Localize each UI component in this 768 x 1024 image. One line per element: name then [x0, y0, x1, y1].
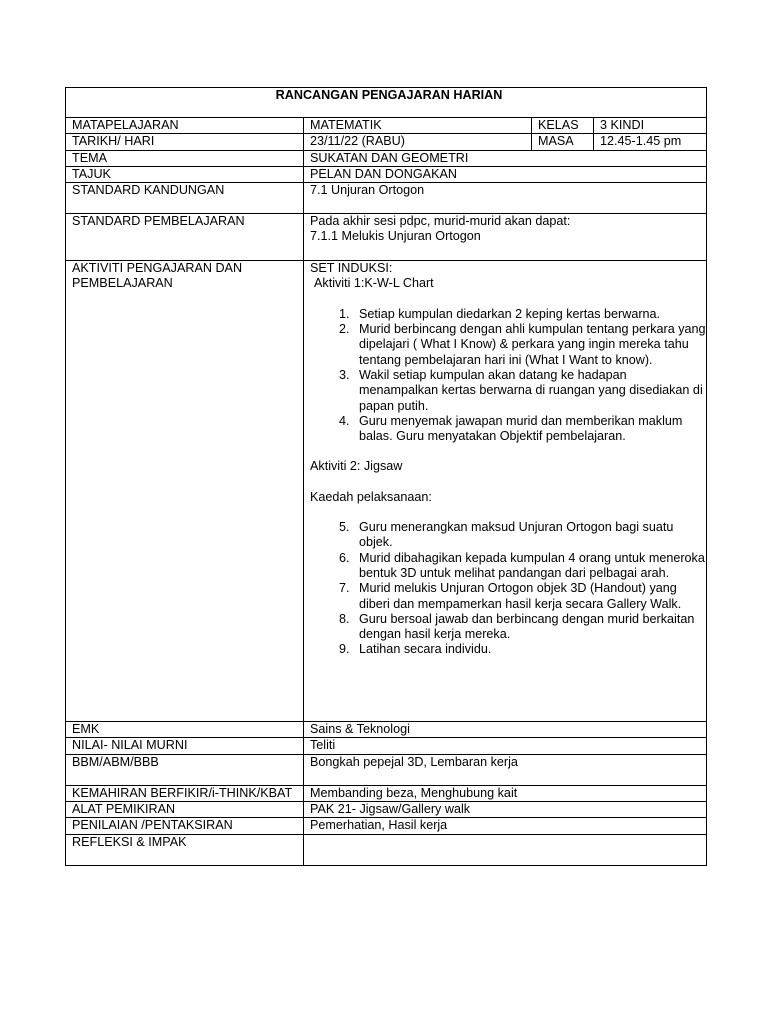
refleksi-label: REFLEKSI & IMPAK	[66, 834, 304, 865]
aktiviti1-heading: Aktiviti 1:K-W-L Chart	[314, 276, 434, 291]
set-induksi-heading: SET INDUKSI:	[310, 261, 393, 276]
emk-label: EMK	[66, 722, 304, 738]
date-value: 23/11/22 (RABU)	[304, 134, 532, 150]
title-row	[66, 88, 707, 118]
tajuk-label: TAJUK	[66, 166, 304, 182]
nilai-value: Teliti	[304, 738, 707, 754]
alat-label: ALAT PEMIKIRAN	[66, 802, 304, 818]
aktiviti2-step: 8. Guru bersoal jawab dan berbincang dengan murid berkaitan dengan hasil kerja mereka.	[353, 612, 706, 643]
tema-row	[66, 150, 707, 166]
bbm-value: Bongkah pepejal 3D, Lembaran kerja	[304, 754, 707, 785]
subject-row	[66, 118, 707, 134]
aktiviti-label: AKTIVITI PENGAJARAN DAN PEMBELAJARAN	[66, 261, 304, 722]
refleksi-value	[304, 834, 707, 865]
date-row	[66, 134, 707, 150]
class-value: 3 KINDI	[594, 118, 707, 134]
subject-label: MATAPELAJARAN	[66, 118, 304, 134]
alat-value: PAK 21- Jigsaw/Gallery walk	[304, 802, 707, 818]
aktiviti1-step: 1. Setiap kumpulan diedarkan 2 keping kertas berwarna.	[353, 307, 706, 322]
aktiviti1-step: 3. Wakil setiap kumpulan akan datang ke hadapan menampalkan kertas berwarna di ruangan yang disediakan di papan putih.	[353, 368, 706, 414]
kemahiran-value: Membanding beza, Menghubung kait	[304, 785, 707, 801]
lesson-plan-document	[65, 87, 706, 866]
standard-pembelajaran-label: STANDARD PEMBELAJARAN	[66, 214, 304, 261]
penilaian-value: Pemerhatian, Hasil kerja	[304, 818, 707, 834]
time-label: MASA	[532, 134, 594, 150]
aktiviti2-step: 5. Guru menerangkan maksud Unjuran Ortogon bagi suatu objek.	[353, 520, 706, 551]
refleksi-row	[66, 834, 707, 865]
tema-value: SUKATAN DAN GEOMETRI	[304, 150, 707, 166]
standard-pembelajaran-line2: 7.1.1 Melukis Unjuran Ortogon	[310, 229, 481, 244]
tajuk-value: PELAN DAN DONGAKAN	[304, 166, 707, 182]
penilaian-label: PENILAIAN /PENTAKSIRAN	[66, 818, 304, 834]
nilai-row	[66, 738, 707, 754]
lesson-plan-table	[65, 87, 707, 866]
aktiviti2-heading: Aktiviti 2: Jigsaw	[310, 459, 403, 474]
tema-label: TEMA	[66, 150, 304, 166]
time-value: 12.45-1.45 pm	[594, 134, 707, 150]
standard-pembelajaran-value	[304, 214, 707, 261]
standard-kandungan-value: 7.1 Unjuran Ortogon	[304, 183, 707, 214]
standard-pembelajaran-line1: Pada akhir sesi pdpc, murid-murid akan dapat:	[310, 214, 571, 229]
aktiviti2-step: 6. Murid dibahagikan kepada kumpulan 4 orang untuk meneroka bentuk 3D untuk melihat pandangan dari pelbagai arah.	[353, 551, 706, 582]
aktiviti1-step: 2. Murid berbincang dengan ahli kumpulan tentang perkara yang dipelajari ( What I Know) & perkara yang ingin mereka tahu tentang pembelajaran hari ini (What I Want to know).	[353, 322, 706, 368]
emk-row	[66, 722, 707, 738]
aktiviti2-step: 9. Latihan secara individu.	[353, 642, 706, 657]
kaedah-heading: Kaedah pelaksanaan:	[310, 489, 432, 504]
bbm-label: BBM/ABM/BBB	[66, 754, 304, 785]
aktiviti2-step: 7. Murid melukis Unjuran Ortogon objek 3D (Handout) yang diberi dan mempamerkan hasil kerja secara Gallery Walk.	[353, 581, 706, 612]
class-label: KELAS	[532, 118, 594, 134]
date-label: TARIKH/ HARI	[66, 134, 304, 150]
bbm-row	[66, 754, 707, 785]
aktiviti1-steps-list	[310, 307, 706, 445]
alat-row	[66, 802, 707, 818]
standard-pembelajaran-row	[66, 214, 707, 261]
aktiviti-content	[304, 261, 707, 722]
kemahiran-row	[66, 785, 707, 801]
tajuk-row	[66, 166, 707, 182]
aktiviti-row	[66, 261, 707, 722]
nilai-label: NILAI- NILAI MURNI	[66, 738, 304, 754]
kemahiran-label: KEMAHIRAN BERFIKIR/i-THINK/KBAT	[66, 785, 304, 801]
aktiviti1-step: 4. Guru menyemak jawapan murid dan memberikan maklum balas. Guru menyatakan Objektif pembelajaran.	[353, 414, 706, 445]
standard-kandungan-row	[66, 183, 707, 214]
standard-kandungan-label: STANDARD KANDUNGAN	[66, 183, 304, 214]
subject-value: MATEMATIK	[304, 118, 532, 134]
emk-value: Sains & Teknologi	[304, 722, 707, 738]
penilaian-row	[66, 818, 707, 834]
aktiviti2-steps-list	[310, 520, 706, 658]
document-title: RANCANGAN PENGAJARAN HARIAN	[66, 88, 707, 118]
